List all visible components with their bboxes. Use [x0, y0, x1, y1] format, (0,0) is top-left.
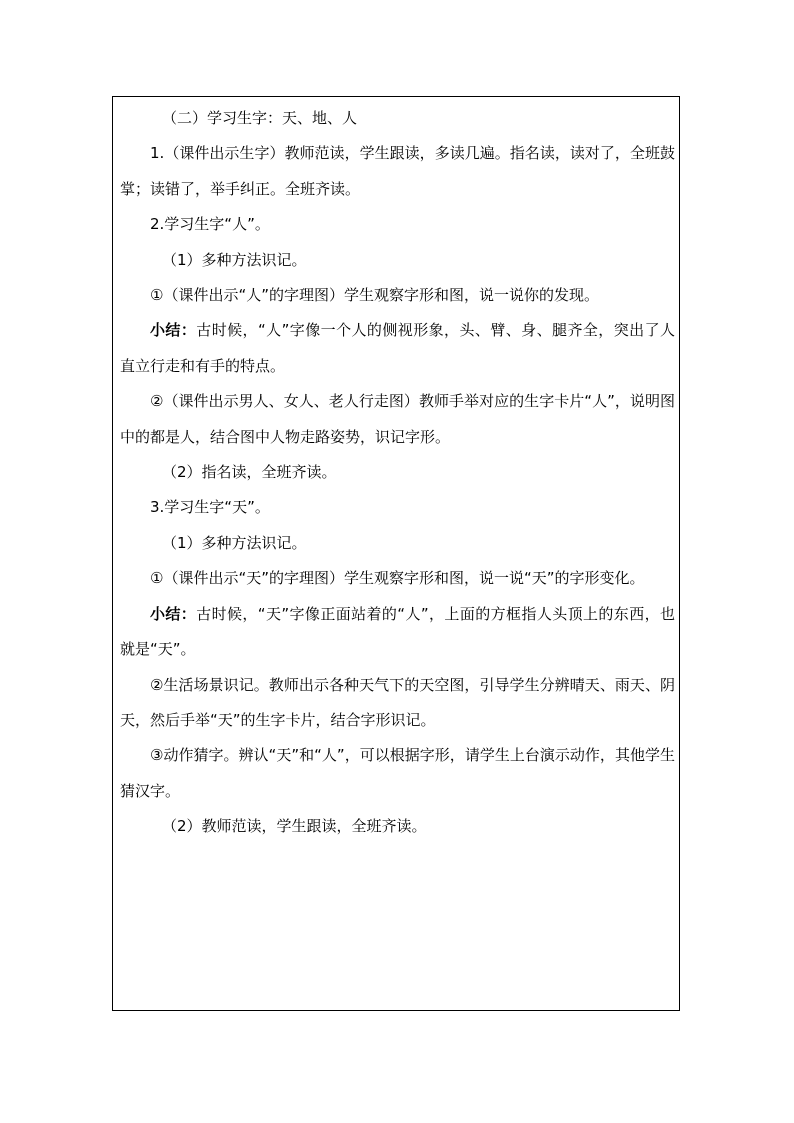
- paragraph: ②生活场景识记。教师出示各种天气下的天空图，引导学生分辨晴天、雨天、阴天，然后手举“天”的生字卡片，结合字形识记。: [120, 675, 675, 729]
- summary-label: 小结：: [150, 604, 197, 623]
- paragraph: ①（课件出示“天”的字理图）学生观察字形和图，说一说“天”的字形变化。: [150, 569, 645, 588]
- subheading: 3.学习生字“天”。: [150, 498, 270, 517]
- section-heading: （二）学习生字：天、地、人: [162, 109, 358, 127]
- summary-text: 古时候，“人”字像一个人的侧视形象，头、臂、身、腿齐全，突出了人直立行走和有手的特点。: [120, 321, 675, 375]
- paragraph: （1）多种方法识记。: [162, 533, 307, 552]
- summary-paragraph: [120, 313, 675, 384]
- summary-label: 小结：: [150, 321, 197, 340]
- summary-text: 古时候，“天”字像正面站着的“人”，上面的方框指人头顶上的东西，也就是“天”。: [120, 604, 675, 659]
- paragraph: 1.（课件出示生字）教师范读，学生跟读，多读几遍。指名读，读对了，全班鼓掌；读错了，举手纠正。全班齐读。: [120, 144, 675, 198]
- paragraph: ③动作猜字。辨认“天”和“人”，可以根据字形，请学生上台演示动作，其他学生猜汉字。: [120, 746, 675, 800]
- paragraph: ②（课件出示男人、女人、老人行走图）教师手举对应的生字卡片“人”，说明图中的都是人，结合图中人物走路姿势，识记字形。: [120, 392, 675, 446]
- lesson-content: [120, 101, 675, 845]
- paragraph: （2）教师范读，学生跟读，全班齐读。: [162, 817, 427, 836]
- paragraph: （2）指名读，全班齐读。: [162, 463, 337, 482]
- subheading: 2.学习生字“人”。: [150, 215, 270, 234]
- paragraph: （1）多种方法识记。: [162, 250, 307, 269]
- summary-paragraph: [120, 597, 675, 668]
- paragraph: ①（课件出示“人”的字理图）学生观察字形和图，说一说你的发现。: [150, 286, 599, 305]
